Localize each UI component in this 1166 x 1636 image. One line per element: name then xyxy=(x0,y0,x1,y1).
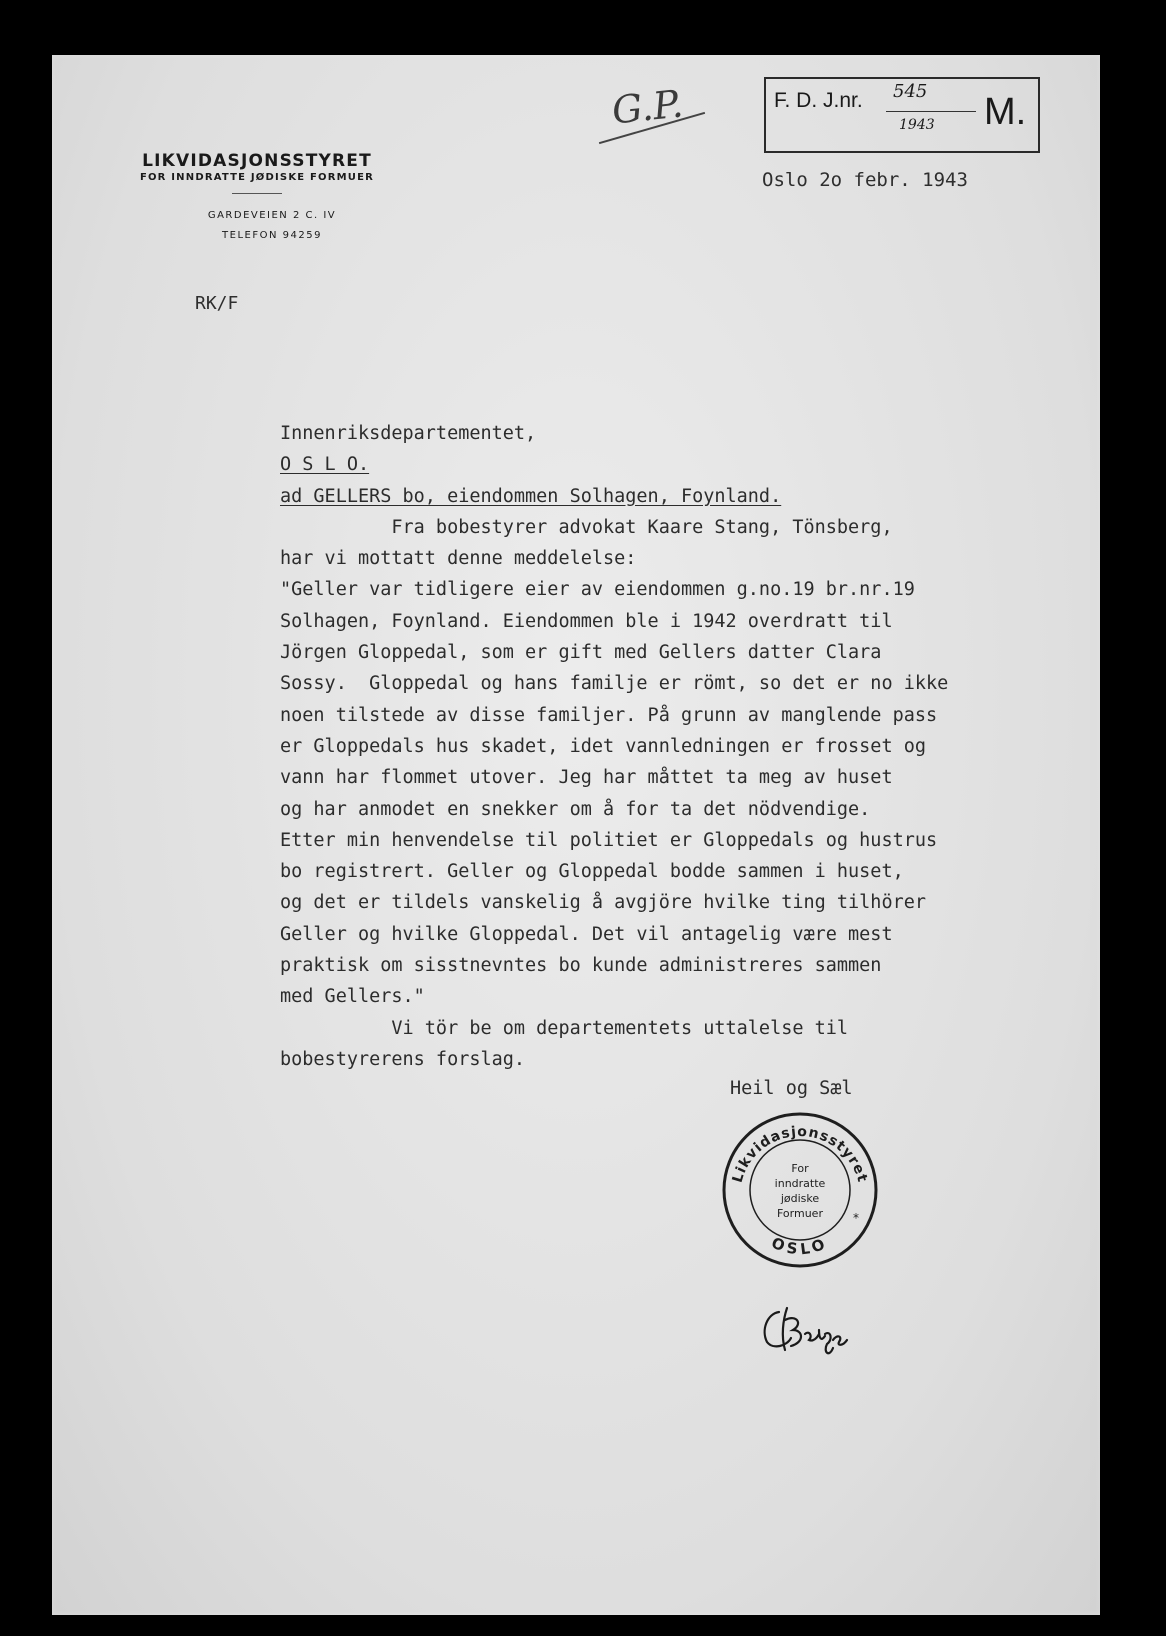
letter-body xyxy=(280,418,1070,1075)
letter-date: Oslo 2o febr. 1943 xyxy=(762,169,968,191)
file-number-divider xyxy=(886,111,976,112)
stamp-ring-bottom: OSLO xyxy=(768,1233,832,1259)
body-line: Vi tör be om departementets uttalelse til xyxy=(280,1017,849,1039)
handwritten-initials: G.P. xyxy=(609,81,686,133)
closing-salutation: Heil og Sæl xyxy=(730,1078,853,1099)
handwritten-signature xyxy=(757,1300,852,1360)
stamp-inner-line-1: For xyxy=(791,1162,809,1175)
body-line: bobestyrerens forslag. xyxy=(280,1048,526,1070)
letterhead-subtitle: FOR INNDRATTE JØDISKE FORMUER xyxy=(139,172,375,183)
letterhead-divider xyxy=(232,193,282,194)
body-line: Solhagen, Foynland. Eiendommen ble i 1942 overdratt til xyxy=(280,610,893,632)
svg-text:OSLO xyxy=(769,1234,831,1259)
official-seal-stamp xyxy=(720,1110,880,1270)
body-line: Geller og hvilke Gloppedal. Det vil antagelig være mest xyxy=(280,923,893,945)
letterhead xyxy=(107,151,407,246)
letterhead-name: LIKVIDASJONSSTYRET xyxy=(142,151,372,171)
stamp-inner-line-4: Formuer xyxy=(777,1207,823,1220)
body-line: og har anmodet en snekker om å for ta det nödvendige. xyxy=(280,798,871,820)
file-year: 1943 xyxy=(899,117,935,133)
body-line: er Gloppedals hus skadet, idet vannledningen er frosset og xyxy=(280,735,927,757)
body-line: Etter min henvendelse til politiet er Gloppedals og hustrus xyxy=(280,829,938,851)
body-line: og det er tildels vanskelig å avgjöre hvilke ting tilhörer xyxy=(280,892,927,914)
body-line: med Gellers." xyxy=(280,986,425,1008)
reference-code: RK/F xyxy=(195,293,239,314)
stamp-inner-line-2: inndratte xyxy=(774,1177,826,1190)
file-number: 545 xyxy=(893,81,928,102)
file-suffix: M. xyxy=(984,91,1027,133)
body-line: bo registrert. Geller og Gloppedal bodde sammen i huset, xyxy=(280,861,904,883)
file-label: F. D. J.nr. xyxy=(774,89,863,112)
body-line: vann har flommet utover. Jeg har måttet ta meg av huset xyxy=(280,767,893,789)
body-line: "Geller var tidligere eier av eiendommen g.no.19 br.nr.19 xyxy=(280,579,915,601)
body-line: praktisk om sisstnevntes bo kunde administreres sammen xyxy=(280,955,882,977)
body-line: Sossy. Gloppedal og hans familje er römt, so det er no ikke xyxy=(280,673,949,695)
stamp-ring-top: Likvidasjonsstyret xyxy=(729,1123,871,1185)
body-line: noen tilstede av disse familjer. På grunn av manglende pass xyxy=(280,704,938,726)
subject-line: ad GELLERS bo, eiendommen Solhagen, Foynland. xyxy=(280,485,782,507)
body-line: Jörgen Gloppedal, som er gift med Gellers datter Clara xyxy=(280,642,882,664)
recipient-line-1: Innenriksdepartementet, xyxy=(280,423,537,444)
stamp-inner-line-3: jødiske xyxy=(780,1192,820,1205)
stamp-star-icon: * xyxy=(853,1211,859,1225)
file-number-stamp xyxy=(764,77,1040,153)
body-line: Fra bobestyrer advokat Kaare Stang, Tönsberg, xyxy=(280,516,893,538)
letter-page xyxy=(52,55,1100,1615)
body-line: har vi mottatt denne meddelelse: xyxy=(280,548,637,570)
letterhead-phone: TELEFON 94259 xyxy=(222,230,322,241)
letterhead-address: GARDEVEIEN 2 C. IV xyxy=(207,210,337,221)
recipient-line-2: O S L O. xyxy=(280,454,370,476)
